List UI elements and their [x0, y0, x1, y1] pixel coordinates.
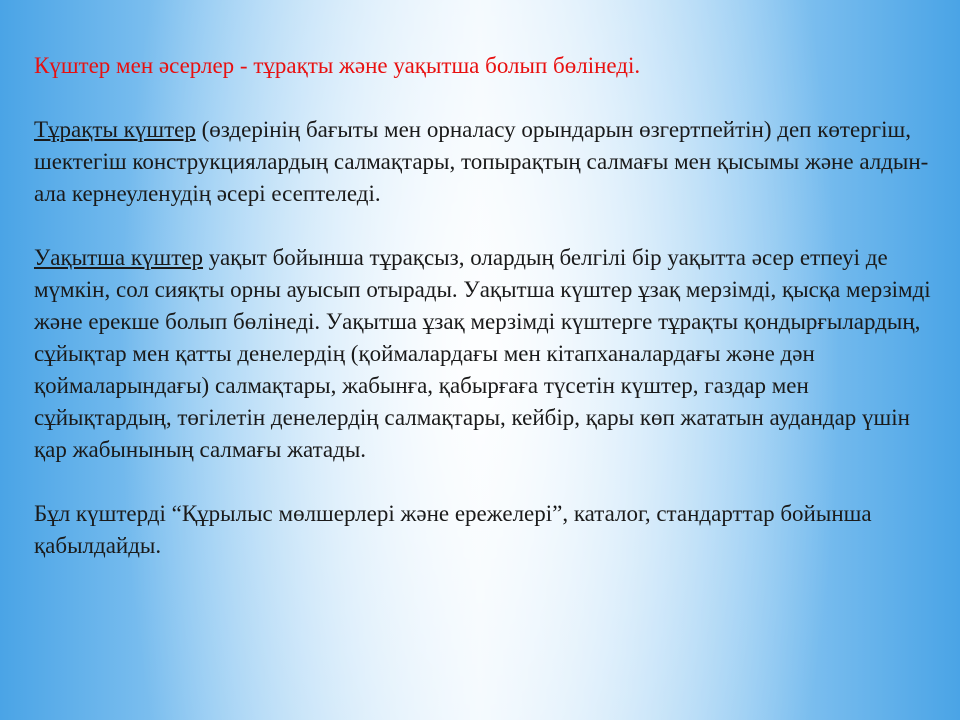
spacer — [34, 210, 934, 242]
paragraph-temporary-loads-text: уақыт бойынша тұрақсыз, олардың белгілі бір уақытта әсер етпеуі де мүмкін, сол сияқты орны ауысып отырады. Уақытша күштер ұзақ мерзімді, қысқа мерзімді және ерекше болып бөлінеді. Уақытша ұзақ мерзімді күштерге тұрақты қондырғылардың, сұйықтар мен қатты денелердің (қоймалардағы мен кітапханалардағы және дән қоймаларындағы) салмақтары, жабынға, қабырғаға түсетін күштер, газдар мен сұйықтардың, төгілетін денелердің салмақтары, кейбір, қары көп жататын аудандар үшін қар жабынының салмағы жатады. — [34, 245, 931, 462]
slide-heading: Күштер мен әсерлер - тұрақты және уақытша болып бөлінеді. — [34, 53, 641, 78]
slide-content — [34, 50, 934, 562]
term-temporary-loads: Уақытша күштер — [34, 245, 203, 270]
paragraph-permanent-loads — [34, 114, 934, 210]
paragraph-temporary-loads — [34, 242, 934, 466]
paragraph-standards: Бұл күштерді “Құрылыс мөлшерлері және ережелері”, каталог, стандарттар бойынша қабылдайды. — [34, 501, 872, 558]
paragraph-permanent-loads-text: (өздерінің бағыты мен орналасу орындарын өзгертпейтін) деп көтергіш, шектегіш конструкциялардың салмақтары, топырақтың салмағы мен қысымы және алдын-ала кернеуленудің әсері есептеледі. — [34, 117, 929, 206]
spacer — [34, 82, 934, 114]
spacer — [34, 466, 934, 498]
term-permanent-loads: Тұрақты күштер — [34, 117, 196, 142]
